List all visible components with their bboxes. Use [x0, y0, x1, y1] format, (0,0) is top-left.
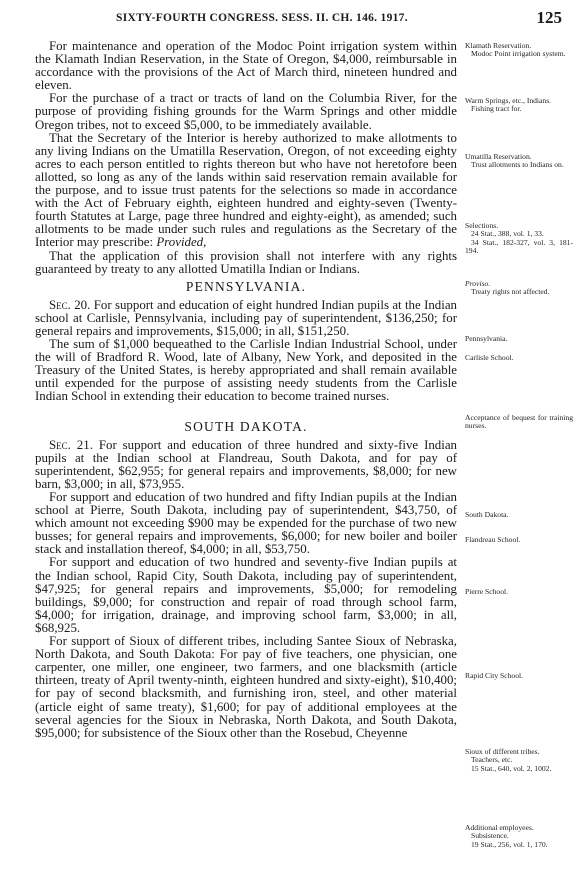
page-number: 125: [536, 8, 562, 27]
paragraph-umatilla: [35, 132, 457, 250]
paragraph-flandreau-text: For support and education of three hundred and sixty-five Indian pupils at the Indian school at Flandreau, South Dakota, and for pay of superintendent, $62,955; for general repairs and improvements, $8,000; for new barn, $3,000; in all, $73,955.: [35, 437, 457, 491]
paragraph-proviso: That the application of this provision shall not interfere with any rights guaranteed by treaty to any allotted Umatilla Indian or Indians.: [35, 248, 457, 276]
margin-note-line: 19 Stat., 256, vol. 1, 170.: [471, 839, 548, 849]
margin-note-line: 34 Stat., 182-327, vol. 3, 181-194.: [465, 237, 573, 256]
margin-note-line: Treaty rights not affected.: [471, 287, 550, 297]
margin-note-line: Pennsylvania.: [465, 334, 508, 343]
margin-note-klamath: [465, 42, 573, 59]
margin-note-line: Warm Springs, etc., Indians.: [465, 96, 552, 105]
margin-note-line: 15 Stat., 640, vol. 2, 1002.: [471, 763, 552, 773]
section-21-label: Sec. 21.: [49, 437, 93, 452]
paragraph-pierre: For support and education of two hundred and fifty Indian pupils at the Indian school at Pierre, South Dakota, including pay of superintendent, $43,750, of which amount not exceeding $900 may be expended for the purchase of two new busses; for general repairs and improvements, $6,000; for new boiler and boiler stack and installation thereof, $4,000; in all, $53,750.: [35, 490, 457, 557]
margin-note-umatilla: [465, 153, 573, 170]
margin-note-nurses: [465, 414, 573, 431]
margin-note-sioux: [465, 748, 573, 773]
page-header: [20, 8, 565, 30]
margin-note-flandreau: [465, 536, 573, 544]
main-text: [35, 40, 457, 740]
margin-note-carlisle: [465, 354, 573, 362]
paragraph-carlisle-text: For support and education of eight hundred Indian pupils at the Indian school at Carlisle, Pennsylvania, including pay of superintendent, $136,250; for general repairs and improvements, $15,000; in all, $151,250.: [35, 297, 457, 338]
margin-note-warm-springs: [465, 97, 573, 114]
margin-note-line: Sioux of different tribes.: [465, 747, 540, 756]
margin-note-additional: [465, 824, 573, 849]
margin-note-line: Fishing tract for.: [471, 104, 522, 114]
paragraph-bequest: The sum of $1,000 bequeathed to the Carlisle Indian Industrial School, under the will of Bradford R. Wood, late of Albany, New York, and deposited in the Treasury of the United States, is hereby appropriated and shall remain available until expended for the purpose of assisting needy students from the Carlisle Indian School in extending their education to become trained nurses.: [35, 337, 457, 404]
section-20-label: Sec. 20.: [49, 297, 91, 312]
heading-pennsylvania: PENNSYLVANIA.: [185, 278, 307, 294]
margin-note-line: Modoc Point irrigation system.: [471, 49, 566, 59]
margin-note-line: Acceptance of bequest for training nurses.: [465, 413, 573, 431]
margin-note-south-dakota: [465, 511, 573, 519]
running-head: SIXTY-FOURTH CONGRESS. SESS. II. CH. 146. 1917.: [116, 12, 408, 24]
margin-note-line: South Dakota.: [465, 510, 509, 519]
paragraph-flandreau: [35, 439, 457, 491]
margin-note-line: Klamath Reservation.: [465, 41, 532, 50]
margin-note-pierre: [465, 588, 573, 596]
margin-note-proviso: [465, 280, 573, 297]
margin-note-line: 24 Stat., 388, vol. 1, 33.: [471, 229, 544, 239]
paragraph-modoc: For maintenance and operation of the Modoc Point irrigation system within the Klamath Indian Reservation, in the State of Oregon, $4,000, reimbursable in accordance with the provisions of the Act of March third, nineteen hundred and eleven.: [35, 39, 457, 93]
margin-note-line: Additional employees.: [465, 823, 534, 832]
margin-note-line: Pierre School.: [465, 587, 509, 596]
paragraph-sioux: For support of Sioux of different tribes, including Santee Sioux of Nebraska, North Dakota, and South Dakota: For pay of five teachers, one physician, one carpenter, one miller, one engineer, two farmers, and one blacksmith (article thirteen, treaty of April twenty-ninth, eighteen hundred and sixty-eight), $10,400; for pay of second blacksmith, and furnishing iron, steel, and other material (article eight of same treaty), $1,600; for pay of additional employees at the several agencies for the Sioux in Nebraska, North Dakota, and South Dakota, $95,000; for subsistence of the Sioux other than the Rosebud, Cheyenne: [35, 634, 457, 740]
paragraph-rapid-city: For support and education of two hundred and seventy-five Indian pupils at the Indian school, Rapid City, South Dakota, including pay of superintendent, $47,925; for general repairs and improvements, $5,000; for remodeling buildings, $9,000; for construction and repair of road through school farm, $4,000; for irrigation, drainage, and improving school farm, $3,000; in all, $68,925.: [35, 555, 457, 635]
margin-note-selections: [465, 222, 573, 256]
margin-note-line: Proviso.: [465, 279, 491, 288]
margin-note-line: Teachers, etc.: [471, 755, 513, 765]
paragraph-carlisle: [35, 299, 457, 338]
proviso-word: Provided,: [156, 235, 207, 250]
paragraph-fishing: For the purchase of a tract or tracts of land on the Columbia River, for the purpose of providing fishing grounds for the Warm Springs and other middle Oregon tribes, not to exceed $5,000, to be immediately available.: [35, 91, 457, 132]
paragraph-umatilla-text: That the Secretary of the Interior is hereby authorized to make allotments to any living Indians on the Umatilla Reservation, Oregon, of not exceeding eighty acres to each person entitled to rights thereon but who have not heretofore been allotted, so long as any of the lands within said reservation remain available for the purpose, and to issue trust patents for the selections so made in accordance with the Act of February eighth, eighteen hundred and eighty-seven (Twenty-fourth Statutes at Large, page three hundred and eighty-eight), as amended; such allotments to be made under such rules and regulations as the Secretary of the Interior may prescribe:: [35, 130, 457, 250]
margin-note-line: Trust allotments to Indians on.: [471, 160, 564, 170]
margin-note-line: Carlisle School.: [465, 353, 514, 362]
margin-note-line: Flandreau School.: [465, 535, 521, 544]
heading-south-dakota: SOUTH DAKOTA.: [184, 418, 308, 434]
margin-note-pennsylvania: [465, 335, 573, 343]
margin-note-line: Umatilla Reservation.: [465, 152, 532, 161]
margin-note-line: Rapid City School.: [465, 671, 524, 680]
margin-note-rapid-city: [465, 672, 573, 680]
margin-note-line: Subsistence.: [471, 831, 509, 841]
margin-note-line: Selections.: [465, 221, 499, 230]
